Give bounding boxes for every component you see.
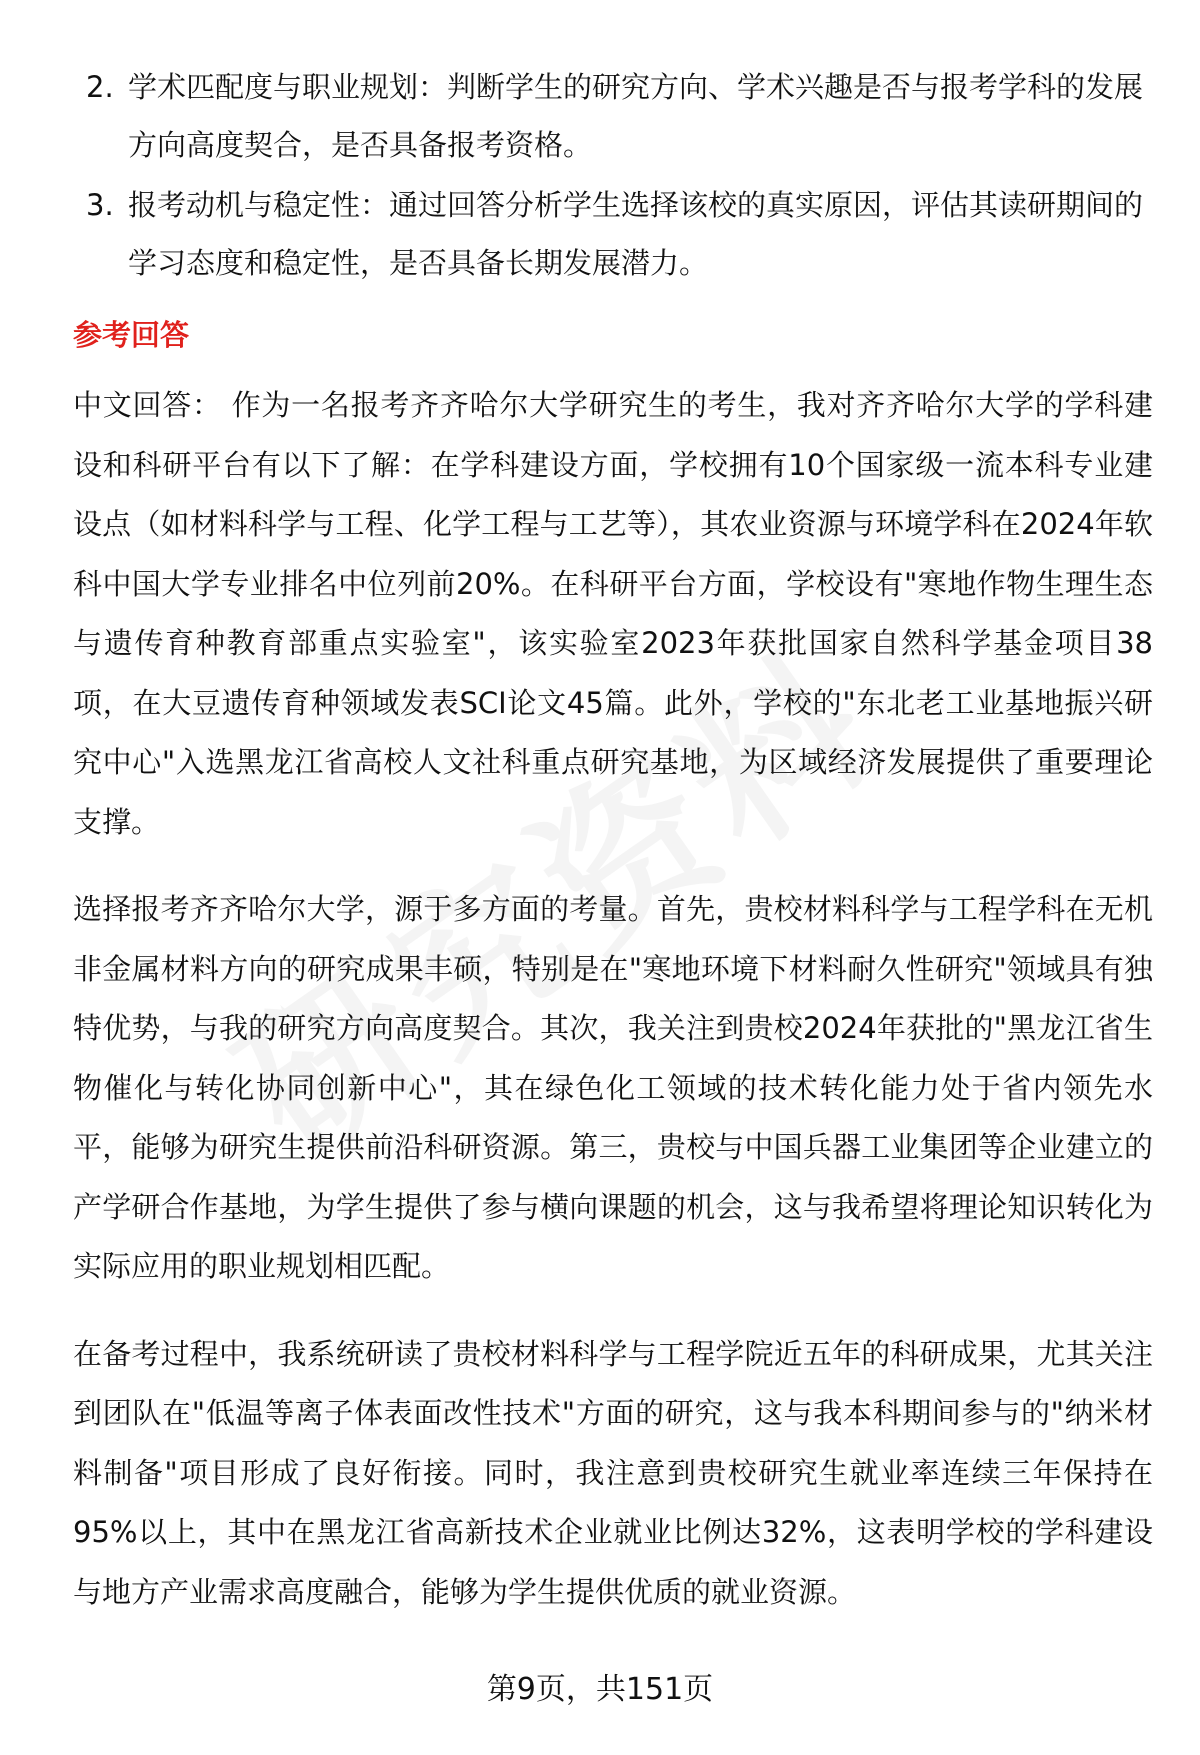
list-item [73, 176, 1153, 292]
list-number: 2. [86, 70, 114, 104]
list-item [73, 58, 1153, 174]
list-number: 3. [86, 188, 114, 222]
paragraph: 中文回答： 作为一名报考齐齐哈尔大学研究生的考生，我对齐齐哈尔大学的学科建设和科研平台有以下了解：在学科建设方面，学校拥有10个国家级一流本科专业建设点（如材料科学与工程、化学工程与工艺等），其农业资源与环境学科在2024年软科中国大学专业排名中位列前20%。在科研平台方面，学校设有"寒地作物生理生态与遗传育种教育部重点实验室"，该实验室2023年获批国家自然科学基金项目38项，在大豆遗传育种领域发表SCI论文45篇。此外，学校的"东北老工业基地振兴研究中心"入选黑龙江省高校人文社科重点研究基地，为区域经济发展提供了重要理论支撑。 [73, 388, 1153, 839]
list-text: 报考动机与稳定性：通过回答分析学生选择该校的真实原因，评估其读研期间的学习态度和稳定性，是否具备长期发展潜力。 [128, 188, 1144, 280]
paragraph: 在备考过程中，我系统研读了贵校材料科学与工程学院近五年的科研成果，尤其关注到团队在"低温等离子体表面改性技术"方面的研究，这与我本科期间参与的"纳米材料制备"项目形成了良好衔接。同时，我注意到贵校研究生就业率连续三年保持在95%以上，其中在黑龙江省高新技术企业就业比例达32%，这表明学校的学科建设与地方产业需求高度融合，能够为学生提供优质的就业资源。 [73, 1336, 1153, 1609]
section-heading: 参考回答 [73, 318, 190, 352]
list-text: 学术匹配度与职业规划：判断学生的研究方向、学术兴趣是否与报考学科的发展方向高度契合，是否具备报考资格。 [128, 70, 1144, 162]
paragraph: 选择报考齐齐哈尔大学，源于多方面的考量。首先，贵校材料科学与工程学科在无机非金属材料方向的研究成果丰硕，特别是在"寒地环境下材料耐久性研究"领域具有独特优势，与我的研究方向高度契合。其次，我关注到贵校2024年获批的"黑龙江省生物催化与转化协同创新中心"，其在绿色化工领域的技术转化能力处于省内领先水平，能够为研究生提供前沿科研资源。第三，贵校与中国兵器工业集团等企业建立的产学研合作基地，为学生提供了参与横向课题的机会，这与我希望将理论知识转化为实际应用的职业规划相匹配。 [73, 892, 1153, 1283]
page-footer: 第9页，共151页 [486, 1672, 714, 1707]
document-body [73, 58, 1153, 1650]
